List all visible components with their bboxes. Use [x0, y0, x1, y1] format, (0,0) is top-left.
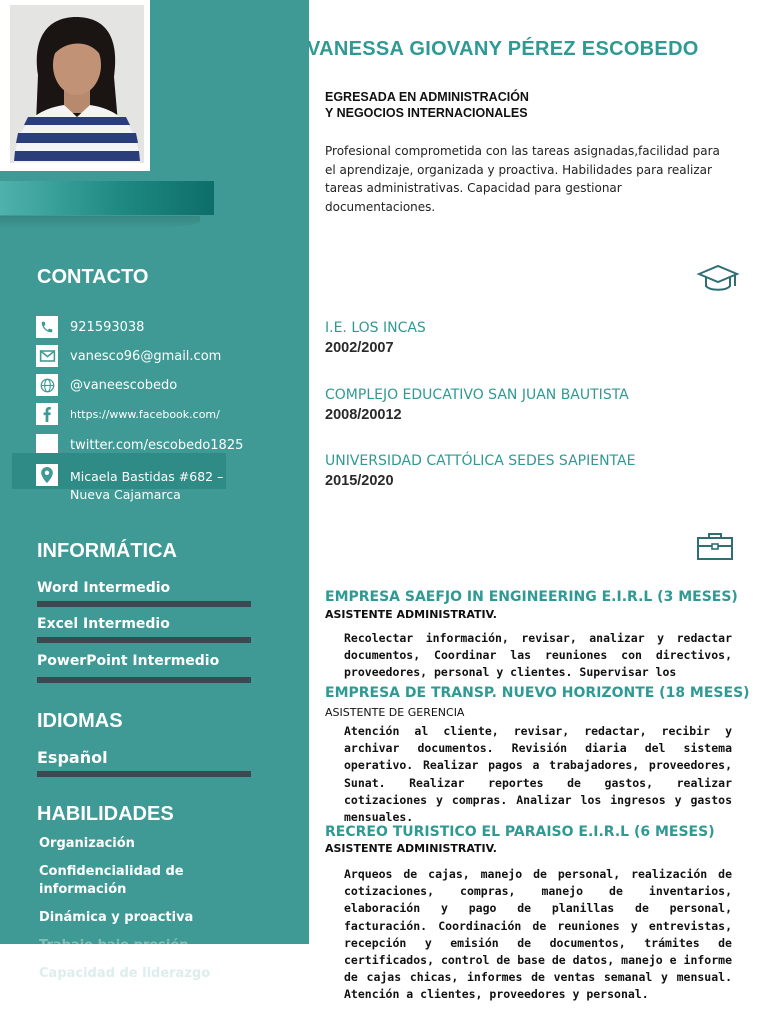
decorative-ribbon	[0, 181, 214, 215]
contact-social	[36, 374, 177, 396]
skill-excel: Excel Intermedio	[37, 616, 170, 632]
contact-phone	[36, 316, 144, 338]
full-name: VANESSA GIOVANY PÉREZ ESCOBEDO	[307, 38, 699, 60]
hab-item: Organización	[39, 836, 135, 851]
language-spanish: Español	[37, 748, 108, 767]
job-role: ASISTENTE DE GERENCIA	[325, 706, 465, 719]
contact-address	[36, 464, 58, 486]
education-years: 2002/2007	[325, 340, 394, 356]
idiomas-title: IDIOMAS	[37, 710, 123, 732]
education-years: 2015/2020	[325, 473, 394, 489]
skill-bar	[37, 677, 251, 683]
email-text[interactable]: vanesco96@gmail.com	[70, 348, 222, 364]
email-icon	[36, 345, 58, 367]
phone-text: 921593038	[70, 319, 145, 335]
contact-title: CONTACTO	[37, 266, 149, 288]
job-description: Arqueos de cajas, manejo de personal, realización de cotizaciones, compras, manejo de inventarios, elaboración y pago de planillas de personal, facturación. Coordinación de reuniones y entrevistas, recepción y emisión de documentos, trámites de certificados, control de base de datos, manejo e informe de cajas chicas, informes de ventas semanal y mensual. Atención a clientes, proveedores y personal.	[344, 867, 732, 1002]
skill-bar	[37, 601, 251, 607]
briefcase-icon	[696, 531, 734, 565]
skill-powerpoint: PowerPoint Intermedio	[37, 653, 220, 669]
informatica-title: INFORMÁTICA	[37, 540, 177, 562]
job-role: ASISTENTE ADMINISTRATIV.	[325, 842, 497, 855]
contact-facebook	[36, 403, 220, 425]
job-description: Recolectar información, revisar, analizar y redactar documentos, Coordinar las reuniones con directivos, proveedores, personal y clientes. Supervisar los	[344, 631, 732, 680]
skill-word: Word Intermedio	[37, 580, 171, 596]
location-icon	[36, 464, 58, 486]
education-years: 2008/20012	[325, 407, 402, 423]
education-name: COMPLEJO EDUCATIVO SAN JUAN BAUTISTA	[325, 387, 629, 403]
hab-item: Dinámica y proactiva	[39, 910, 194, 925]
address-text: Micaela Bastidas #682 – Nueva Cajamarca	[70, 469, 224, 502]
education-name: I.E. LOS INCAS	[325, 320, 426, 336]
photo-frame	[0, 0, 150, 171]
social-text: @vaneescobedo	[70, 377, 178, 393]
contact-email	[36, 345, 221, 367]
graduation-cap-icon	[697, 264, 739, 298]
hab-item: Capacidad de liderazgo	[39, 966, 211, 981]
habilidades-title: HABILIDADES	[37, 803, 174, 825]
job-role: ASISTENTE ADMINISTRATIV.	[325, 608, 497, 621]
degree-subtitle: EGRESADA EN ADMINISTRACIÓN Y NEGOCIOS INTERNACIONALES	[325, 90, 529, 120]
skill-bar	[37, 637, 251, 643]
facebook-icon	[36, 403, 58, 425]
twitter-text[interactable]: twitter.com/escobedo1825	[70, 437, 244, 453]
hab-item: Confidencialidad de información	[39, 864, 184, 897]
job-description: Atención al cliente, revisar, redactar, recibir y archivar documentos. Revisión diaria del sistema operativo. Realizar pagos a trabajadores, proveedores, Sunat. Realizar reportes de gastos, realizar cotizaciones y compras. Analizar los ingresos y gastos mensuales.	[344, 724, 732, 825]
language-bar	[37, 771, 251, 777]
globe-icon	[36, 374, 58, 396]
job-title: EMPRESA DE TRANSP. NUEVO HORIZONTE (18 MESES)	[325, 685, 750, 701]
job-title: EMPRESA SAEFJO IN ENGINEERING E.I.R.L (3 MESES)	[325, 589, 738, 605]
profile-summary: Profesional comprometida con las tareas asignadas,facilidad para el aprendizaje, organizada y proactiva. Habilidades para realizar tareas administrativas. Capacidad para gestionar documentaciones.	[325, 144, 720, 214]
facebook-link[interactable]: https://www.facebook.com/	[70, 407, 220, 421]
education-name: UNIVERSIDAD CATTÓLICA SEDES SAPIENTAE	[325, 453, 636, 469]
hab-item: Trabajo bajo presión	[39, 938, 189, 953]
job-title: RECREO TURISTICO EL PARAISO E.I.R.L (6 MESES)	[325, 824, 715, 840]
profile-photo	[10, 5, 144, 163]
phone-icon	[36, 316, 58, 338]
